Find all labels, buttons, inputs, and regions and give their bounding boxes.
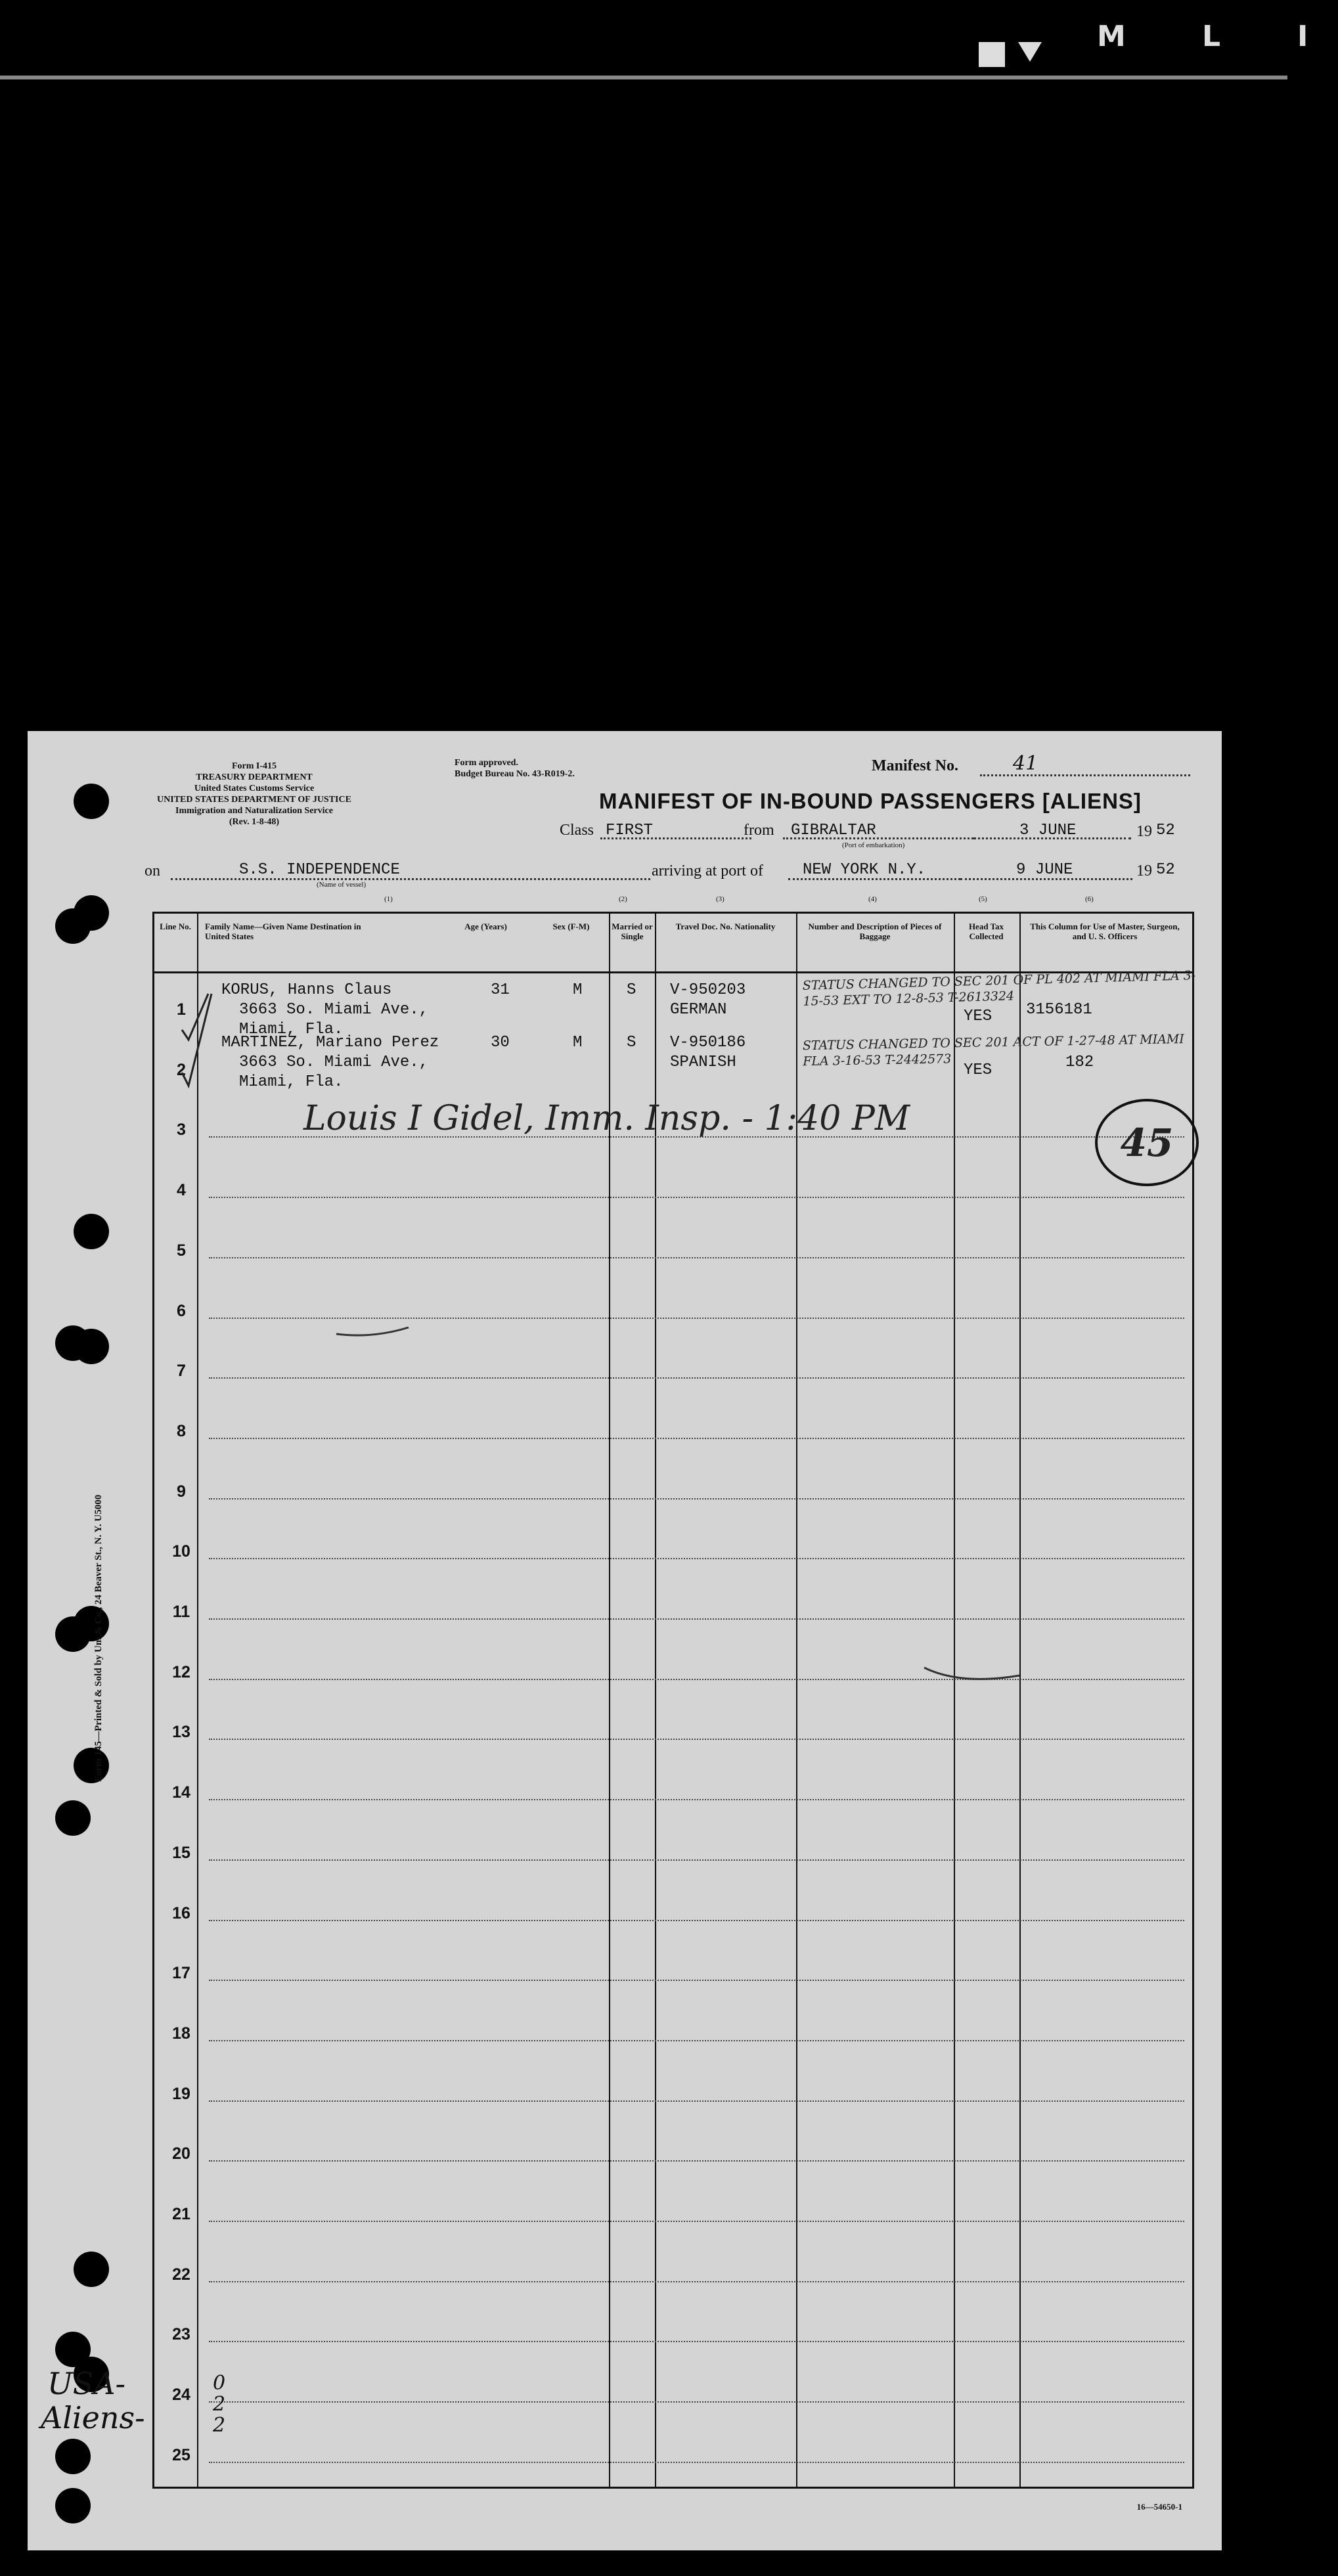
vessel-caption: (Name of vessel)	[317, 881, 367, 889]
embark-caption: (Port of embarkation)	[842, 841, 905, 849]
manifest-dots	[980, 774, 1190, 776]
row-number: 16	[172, 1903, 190, 1922]
column-number-3: (3)	[716, 895, 725, 903]
passenger-1-tax: YES	[964, 1008, 992, 1025]
margin-note-aliens: Aliens-	[41, 2400, 145, 2435]
row-dotted-line	[209, 1739, 1184, 1740]
punch-hole	[55, 2488, 91, 2523]
row-number: 10	[172, 1542, 190, 1561]
passenger-1-address: 3663 So. Miami Ave.,	[239, 1001, 429, 1019]
passenger-1-age: 31	[491, 981, 510, 999]
passenger-2-married: S	[627, 1034, 636, 1052]
row-dotted-line	[209, 2401, 1184, 2403]
col-head-name: Family Name—Given Name Destination in United States	[205, 922, 361, 941]
justice-dept: UNITED STATES DEPARTMENT OF JUSTICE	[157, 795, 351, 805]
col-divider	[954, 912, 955, 2487]
row-number: 24	[172, 2386, 190, 2405]
row-number: 15	[172, 1843, 190, 1862]
column-number-2: (2)	[619, 895, 627, 903]
row-dotted-line	[209, 1257, 1184, 1258]
row-dotted-line	[209, 2040, 1184, 2041]
row-number: 19	[172, 2084, 190, 2103]
passenger-1-status-note: STATUS CHANGED TO SEC 201 OF PL 402 AT MIAMI FLA 3-15-53 EXT TO 12-8-53 T-2613324	[802, 968, 1196, 1009]
col-divider	[796, 912, 797, 2487]
manifest-label: Manifest No.	[872, 757, 958, 774]
row-dotted-line	[209, 1438, 1184, 1439]
form-approved: Form approved.	[455, 758, 518, 768]
col-divider	[197, 912, 198, 2487]
arriving-label: arriving at port of	[652, 862, 763, 879]
row-dotted-line	[209, 1377, 1184, 1379]
row-number: 12	[172, 1662, 190, 1681]
passenger-1-city: Miami, Fla.	[239, 1021, 344, 1038]
class-label: Class	[560, 822, 594, 839]
row-dotted-line	[209, 1197, 1184, 1198]
punch-hole	[74, 2252, 109, 2287]
circled-count	[1095, 1099, 1199, 1186]
row-dotted-line	[209, 1980, 1184, 1981]
row-number: 7	[177, 1362, 186, 1381]
passenger-table	[152, 912, 1194, 2489]
form-approval	[455, 757, 575, 780]
pencil-mark	[333, 1322, 412, 1342]
row-dotted-line	[209, 1799, 1184, 1800]
col-head-travel: Travel Doc. No. Nationality	[675, 922, 776, 931]
passenger-1-nationality: GERMAN	[670, 1001, 727, 1019]
passenger-2-sex: M	[573, 1034, 583, 1052]
row-dotted-line	[209, 1920, 1184, 1921]
arrive-year: 52	[1156, 861, 1175, 879]
passenger-2-city: Miami, Fla.	[239, 1073, 344, 1091]
row-dotted-line	[209, 1679, 1184, 1680]
column-number-1: (1)	[384, 895, 393, 903]
passenger-1-doc: V-950203	[670, 981, 746, 999]
column-number-5: (5)	[979, 895, 987, 903]
budget-bureau: Budget Bureau No. 43-R019-2.	[455, 769, 575, 779]
row-number: 11	[172, 1603, 190, 1621]
col-head-line: Line No.	[160, 922, 191, 931]
pencil-mark	[921, 1662, 1026, 1689]
passenger-1-officer-no: 3156181	[1026, 1001, 1092, 1019]
col-head-age: Age (Years)	[464, 922, 507, 931]
reel-mark-i: I	[1297, 20, 1308, 53]
inspector-signature: Louis I Gidel, Imm. Insp. - 1:40 PM	[303, 1099, 910, 1138]
punch-hole	[55, 1800, 91, 1836]
punch-hole	[55, 2439, 91, 2474]
vessel-name: S.S. INDEPENDENCE	[239, 861, 400, 879]
punch-hole	[74, 1214, 109, 1249]
passenger-2-name: MARTINEZ, Mariano Perez	[221, 1034, 439, 1052]
punch-hole	[55, 1325, 91, 1361]
passenger-2-status-note: STATUS CHANGED TO SEC 201 ACT OF 1-27-48 AT MIAMI FLA 3-16-53 T-2442573	[802, 1032, 1184, 1069]
treasury-dept: TREASURY DEPARTMENT	[196, 772, 313, 782]
passenger-2-age: 30	[491, 1034, 510, 1052]
circled-count-value: 45	[1120, 1120, 1174, 1165]
row-number: 6	[177, 1301, 186, 1320]
checkmark-icon	[175, 990, 215, 1096]
margin-note-code: 022	[213, 2372, 226, 2437]
row-dotted-line	[209, 1859, 1184, 1861]
col-head-married: Married or Single	[612, 922, 653, 941]
form-revision: (Rev. 1-8-48)	[229, 817, 280, 827]
reel-triangle-mark	[1018, 42, 1042, 62]
depart-year-prefix: 19	[1136, 823, 1152, 840]
row-number: 13	[172, 1723, 190, 1742]
customs-service: United States Customs Service	[194, 784, 315, 793]
row-dotted-line	[209, 2462, 1184, 2463]
ins-service: Immigration and Naturalization Service	[175, 806, 333, 816]
row-number: 17	[172, 1964, 190, 1983]
punch-hole	[55, 908, 91, 944]
form-header-left	[143, 761, 366, 828]
col-divider	[1019, 912, 1021, 2487]
row-dotted-line	[209, 1318, 1184, 1319]
form-number: Form I-415	[231, 761, 277, 771]
arrival-port: NEW YORK N.Y.	[803, 861, 926, 879]
row-number: 8	[177, 1421, 186, 1440]
row-number: 3	[177, 1121, 186, 1140]
arrive-day: 9 JUNE	[1016, 861, 1073, 879]
row-number: 9	[177, 1482, 186, 1501]
passenger-2-nationality: SPANISH	[670, 1054, 736, 1071]
on-label: on	[145, 862, 160, 879]
column-number-6: (6)	[1085, 895, 1094, 903]
column-number-4: (4)	[868, 895, 877, 903]
row-number: 5	[177, 1241, 186, 1260]
row-dotted-line	[209, 2100, 1184, 2102]
col-divider	[609, 912, 610, 2487]
col-head-baggage: Number and Description of Pieces of Baggage	[808, 922, 942, 941]
manifest-number: 41	[1013, 752, 1038, 775]
depart-day: 3 JUNE	[1019, 822, 1077, 839]
passenger-2-address: 3663 So. Miami Ave.,	[239, 1054, 429, 1071]
row-dotted-line	[209, 2160, 1184, 2162]
depart-year: 52	[1156, 822, 1175, 839]
arrive-year-prefix: 19	[1136, 862, 1152, 879]
row-number: 20	[172, 2144, 190, 2164]
row-number: 21	[172, 2205, 190, 2223]
reel-divider	[0, 76, 1287, 79]
reel-square-mark	[979, 42, 1005, 67]
row-dotted-line	[209, 1498, 1184, 1499]
form-footer-code: 16—54650-1	[1136, 2502, 1182, 2512]
col-head-sex: Sex (F-M)	[552, 922, 590, 931]
page-title: MANIFEST OF IN-BOUND PASSENGERS [ALIENS]	[599, 789, 1142, 813]
passenger-2-officer-no: 182	[1065, 1054, 1094, 1071]
passenger-1-name: KORUS, Hanns Claus	[221, 981, 392, 999]
reel-mark-l: L	[1202, 20, 1221, 53]
row-number: 18	[172, 2024, 190, 2043]
row-number: 14	[172, 1783, 190, 1802]
row-number: 4	[177, 1181, 186, 1200]
row-number: 2	[177, 1060, 186, 1079]
passenger-1-married: S	[627, 981, 636, 999]
passenger-2-doc: V-950186	[670, 1034, 746, 1052]
row-dotted-line	[209, 2341, 1184, 2342]
row-dotted-line	[209, 1618, 1184, 1620]
punch-hole	[55, 2332, 91, 2367]
punch-hole	[55, 1616, 91, 1652]
row-number: 1	[177, 1000, 186, 1019]
row-number: 22	[172, 2265, 190, 2284]
row-number: 23	[172, 2325, 190, 2344]
passenger-2-tax: YES	[964, 1061, 992, 1079]
printer-imprint: Form 145—Printed & Sold by Um & Co., 24 Beaver St., N. Y. U5000	[93, 1494, 104, 1782]
from-value: GIBRALTAR	[791, 822, 876, 839]
col-head-officers: This Column for Use of Master, Surgeon, and U. S. Officers	[1030, 922, 1180, 941]
reel-mark-m: M	[1097, 20, 1126, 53]
punch-hole	[74, 784, 109, 819]
row-dotted-line	[209, 1558, 1184, 1559]
col-divider	[655, 912, 656, 2487]
row-dotted-line	[209, 2221, 1184, 2222]
class-value: FIRST	[606, 822, 654, 839]
margin-note-usa: USA-	[47, 2366, 126, 2401]
from-label: from	[744, 822, 774, 839]
passenger-1-sex: M	[573, 981, 583, 999]
manifest-sheet	[28, 731, 1222, 2550]
col-head-tax: Head Tax Collected	[968, 922, 1004, 941]
row-number: 25	[172, 2445, 190, 2464]
row-dotted-line	[209, 2281, 1184, 2282]
